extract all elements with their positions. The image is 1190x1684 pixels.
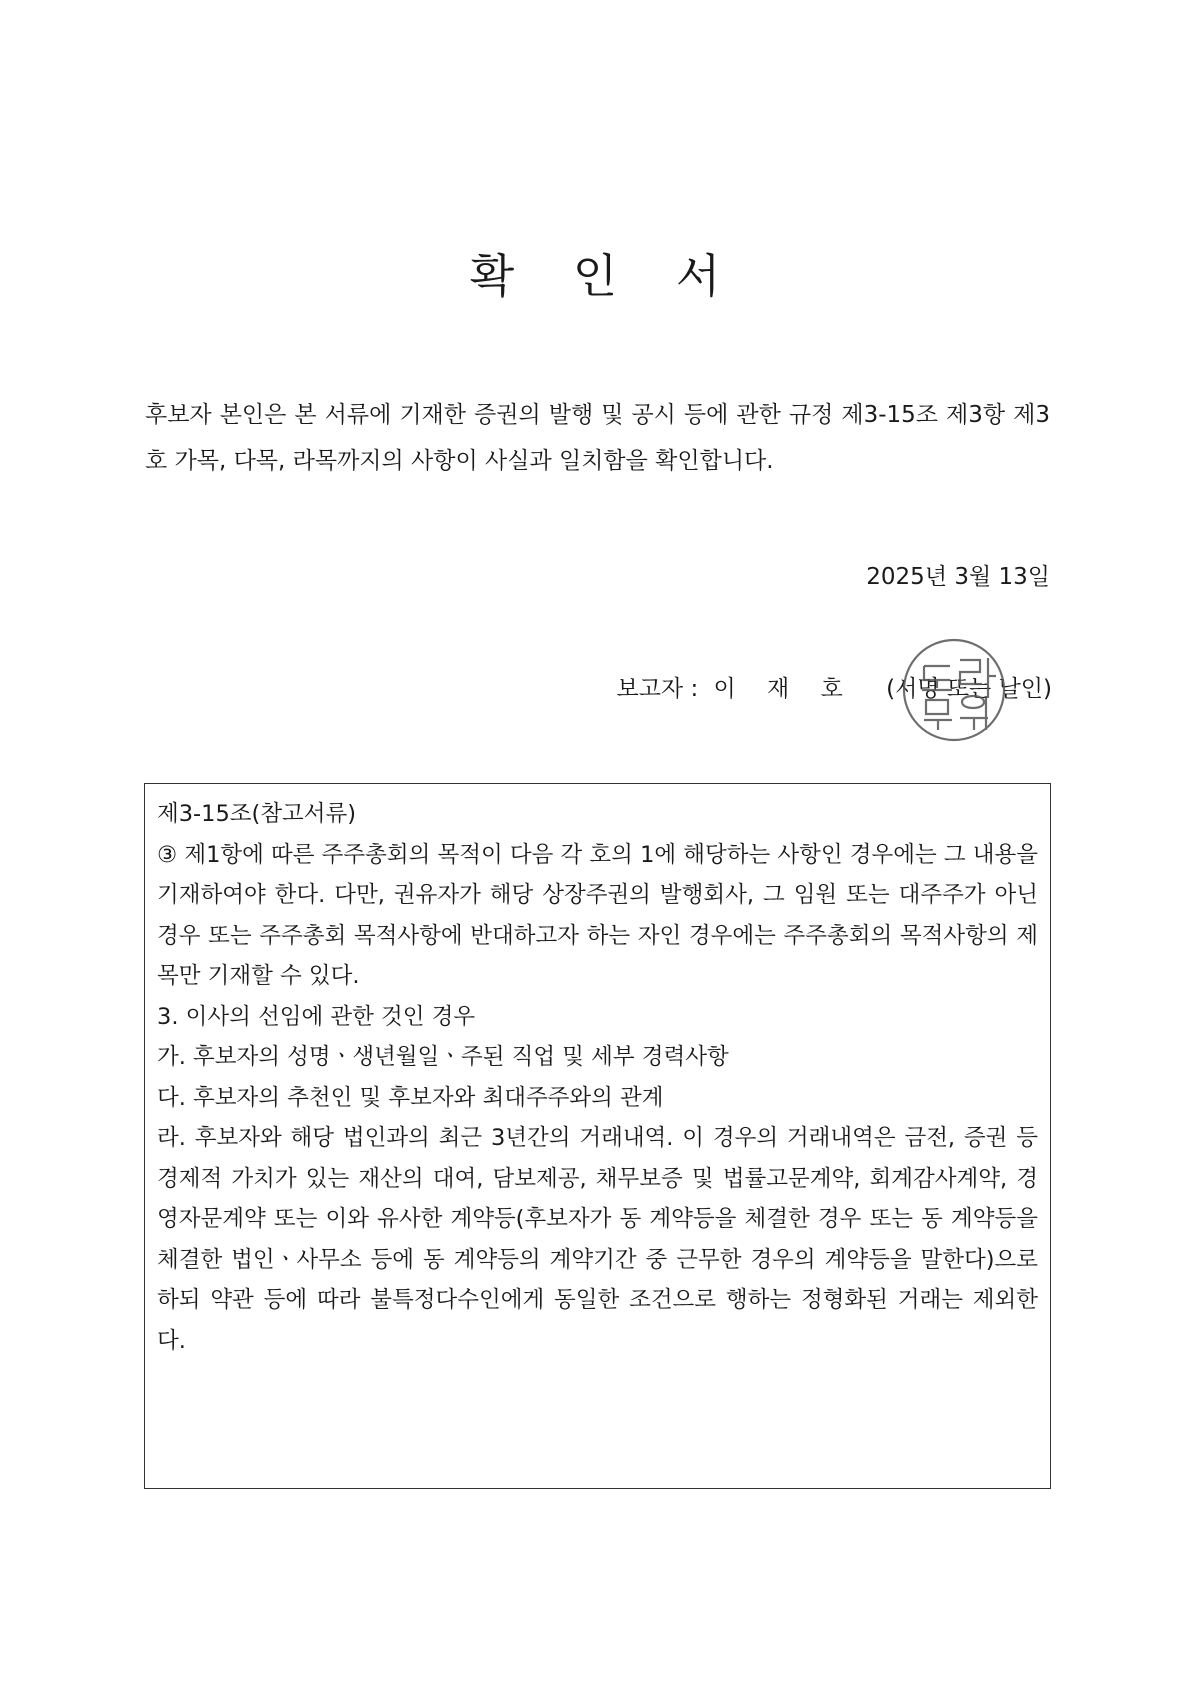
reference-item-3: 3. 이사의 선임에 관한 것인 경우 xyxy=(157,1003,476,1030)
reference-item-da: 다. 후보자의 추천인 및 후보자와 최대주주와의 관계 xyxy=(157,1084,664,1111)
reference-item-ra: 라. 후보자와 해당 법인과의 최근 3년간의 거래내역. 이 경우의 거래내역은 금전, 증권 등 경제적 가치가 있는 재산의 대여, 담보제공, 채무보증 및 법률고문계약, 회계감사계약, 경영자문계약 또는 이와 유사한 계약등(후보자가 동 계약등을 체결한 경우 또는 동 계약등을 체결한 법인ㆍ사무소 등에 동 계약등의 계약기간 중 근무한 경우의 계약등을 말한다)으로 하되 약관 등에 따라 불특정다수인에게 동일한 조건으로 행하는 정형화된 거래는 제외한다. xyxy=(157,1125,1038,1354)
reporter-name: 이 재 호 xyxy=(713,676,855,702)
signature-note: (서명 또는 날인) xyxy=(886,676,1052,702)
reporter-label: 보고자 : xyxy=(616,676,699,702)
reference-item-ga: 가. 후보자의 성명ㆍ생년월일ㆍ주된 직업 및 세부 경력사항 xyxy=(157,1044,729,1070)
confirmation-statement: 후보자 본인은 본 서류에 기재한 증권의 발행 및 공시 등에 관한 규정 제3-15조 제3항 제3호 가목, 다목, 라목까지의 사항이 사실과 일치함을 확인합니다. xyxy=(145,402,1050,474)
document-date: 2025년 3월 13일 xyxy=(866,564,1050,590)
reference-regulation-box xyxy=(144,783,1051,1489)
document-title: 확 인 서 xyxy=(469,249,743,303)
seal-stamp-icon xyxy=(900,636,1008,744)
reference-heading: 제3-15조(참고서류) xyxy=(157,801,357,827)
reference-paragraph: ③ 제1항에 따른 주주총회의 목적이 다음 각 호의 1에 해당하는 사항인 경우에는 그 내용을 기재하여야 한다. 다만, 권유자가 해당 상장주권의 발행회사, 그 임원 또는 대주주가 아닌 경우 또는 주주총회 목적사항에 반대하고자 하는 자인 경우에는 주주총회의 목적사항의 제목만 기재할 수 있다. xyxy=(157,841,1038,989)
